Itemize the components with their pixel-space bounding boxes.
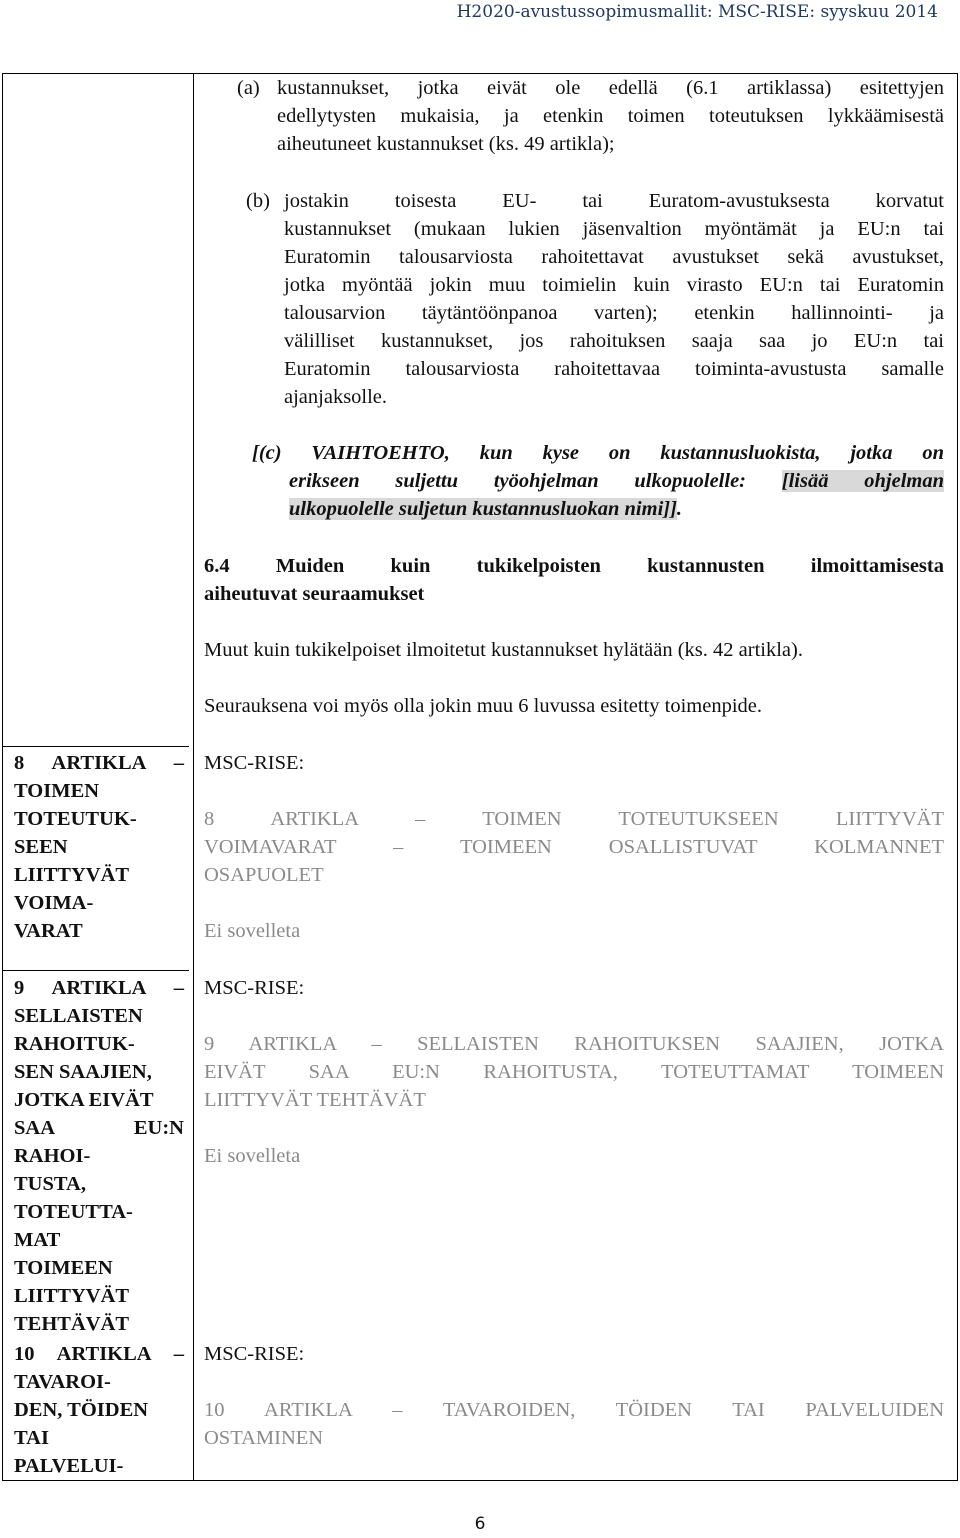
title-line: JOTKA EIVÄT (14, 1089, 154, 1111)
title-line: RAHOITUK- (14, 1033, 135, 1055)
row-divider (2, 746, 189, 747)
title-line: LIITTYVÄT (14, 864, 130, 886)
title-line: TAI (14, 1427, 49, 1449)
title-line: VOIMA- (14, 892, 94, 914)
item-b-line: Euratomin talousarviosta rahoitettavat avustukset sekä avustukset, (284, 246, 944, 268)
article-heading: 10 ARTIKLA – TAVAROIDEN, TÖIDEN TAI PALVELUIDEN (204, 1399, 944, 1421)
item-c-text: erikseen suljettu työohjelman ulkopuolelle: (289, 470, 782, 492)
title-line: TAVAROI- (14, 1371, 111, 1393)
article-heading: LIITTYVÄT TEHTÄVÄT (204, 1089, 426, 1111)
page-number: 6 (474, 1514, 486, 1534)
item-b-marker: (b) (246, 190, 270, 212)
not-applicable-note: Ei sovelleta (204, 920, 301, 942)
title-line: TUSTA, (14, 1173, 86, 1195)
title-line: 8 ARTIKLA – (14, 752, 184, 774)
title-line: DEN, TÖIDEN (14, 1399, 149, 1421)
item-b-line: jotka myöntää jokin muu toimielin kuin virasto EU:n tai Euratomin (284, 274, 944, 296)
row-divider (2, 970, 189, 971)
article-10-title (14, 1340, 184, 1480)
title-line: VARAT (14, 920, 83, 942)
section-heading: 6.4 Muiden kuin tukikelpoisten kustannusten ilmoittamisesta (204, 555, 944, 577)
msc-rise-label: MSC-RISE: (204, 752, 305, 774)
title-line: TOIMEEN (14, 1257, 113, 1279)
title-line: 10 ARTIKLA – (14, 1343, 184, 1365)
article-heading: OSAPUOLET (204, 864, 324, 886)
title-line: PALVELUI- (14, 1455, 124, 1477)
document-header: H2020-avustussopimusmallit: MSC-RISE: syyskuu 2014 (456, 2, 938, 22)
item-c-line: [(c) VAIHTOEHTO, kun kyse on kustannusluokista, jotka on (252, 442, 944, 464)
title-line: TEHTÄVÄT (14, 1313, 130, 1335)
title-line: LIITTYVÄT (14, 1285, 130, 1307)
item-b-line: välilliset kustannukset, jos rahoituksen saaja saa jo EU:n tai (284, 330, 944, 352)
item-c-text: . (676, 498, 683, 520)
article-8-title (14, 749, 184, 945)
article-heading: 9 ARTIKLA – SELLAISTEN RAHOITUKSEN SAAJIEN, JOTKA (204, 1033, 944, 1055)
title-line: SEN SAAJIEN, (14, 1061, 152, 1083)
section-heading: aiheutuvat seuraamukset (204, 583, 425, 605)
title-line: TOTEUTUK- (14, 808, 137, 830)
item-a-line: kustannukset, jotka eivät ole edellä (6.1 artiklassa) esitettyjen (277, 77, 944, 99)
article-heading: EIVÄT SAA EU:N RAHOITUSTA, TOTEUTTAMAT TOIMEEN (204, 1061, 944, 1083)
title-line: TOIMEN (14, 780, 100, 802)
item-b-line: ajanjaksolle. (284, 386, 388, 408)
item-c-placeholder: [lisää ohjelman (781, 470, 944, 492)
title-line: 9 ARTIKLA – (14, 977, 184, 999)
title-line: SEEN (14, 836, 68, 858)
item-a-line: aiheutuneet kustannukset (ks. 49 artikla); (277, 133, 615, 155)
msc-rise-label: MSC-RISE: (204, 977, 305, 999)
not-applicable-note: Ei sovelleta (204, 1145, 301, 1167)
item-a-line: edellytysten mukaisia, ja etenkin toimen toteutuksen lykkäämisestä (277, 105, 944, 127)
column-divider (193, 74, 194, 1480)
article-9-title (14, 974, 184, 1338)
item-b-line: kustannukset (mukaan lukien jäsenvaltion myöntämät ja EU:n tai (284, 218, 944, 240)
item-a-marker: (a) (237, 77, 260, 99)
item-b-line: talousarvion täytäntöönpanoa varten); etenkin hallinnointi- ja (284, 302, 944, 324)
title-line: RAHOI- (14, 1145, 91, 1167)
item-c-line (289, 495, 682, 523)
item-b-line: Euratomin talousarviosta rahoitettavaa toiminta-avustusta samalle (284, 358, 944, 380)
section-paragraph: Seurauksena voi myös olla jokin muu 6 luvussa esitetty toimenpide. (204, 695, 762, 717)
article-heading: OSTAMINEN (204, 1427, 324, 1449)
item-c-line (289, 467, 944, 495)
section-paragraph: Muut kuin tukikelpoiset ilmoitetut kustannukset hylätään (ks. 42 artikla). (204, 639, 803, 661)
item-c-placeholder: ulkopuolelle suljetun kustannusluokan nimi]] (289, 498, 677, 520)
article-heading: VOIMAVARAT – TOIMEEN OSALLISTUVAT KOLMANNET (204, 836, 944, 858)
article-heading: 8 ARTIKLA – TOIMEN TOTEUTUKSEEN LIITTYVÄT (204, 808, 944, 830)
msc-rise-label: MSC-RISE: (204, 1343, 305, 1365)
title-line: TOTEUTTA- (14, 1201, 133, 1223)
title-line: SAA EU:N (14, 1117, 184, 1139)
title-line: MAT (14, 1229, 61, 1251)
item-b-line: jostakin toisesta EU- tai Euratom-avustuksesta korvatut (284, 190, 944, 212)
title-line: SELLAISTEN (14, 1005, 143, 1027)
